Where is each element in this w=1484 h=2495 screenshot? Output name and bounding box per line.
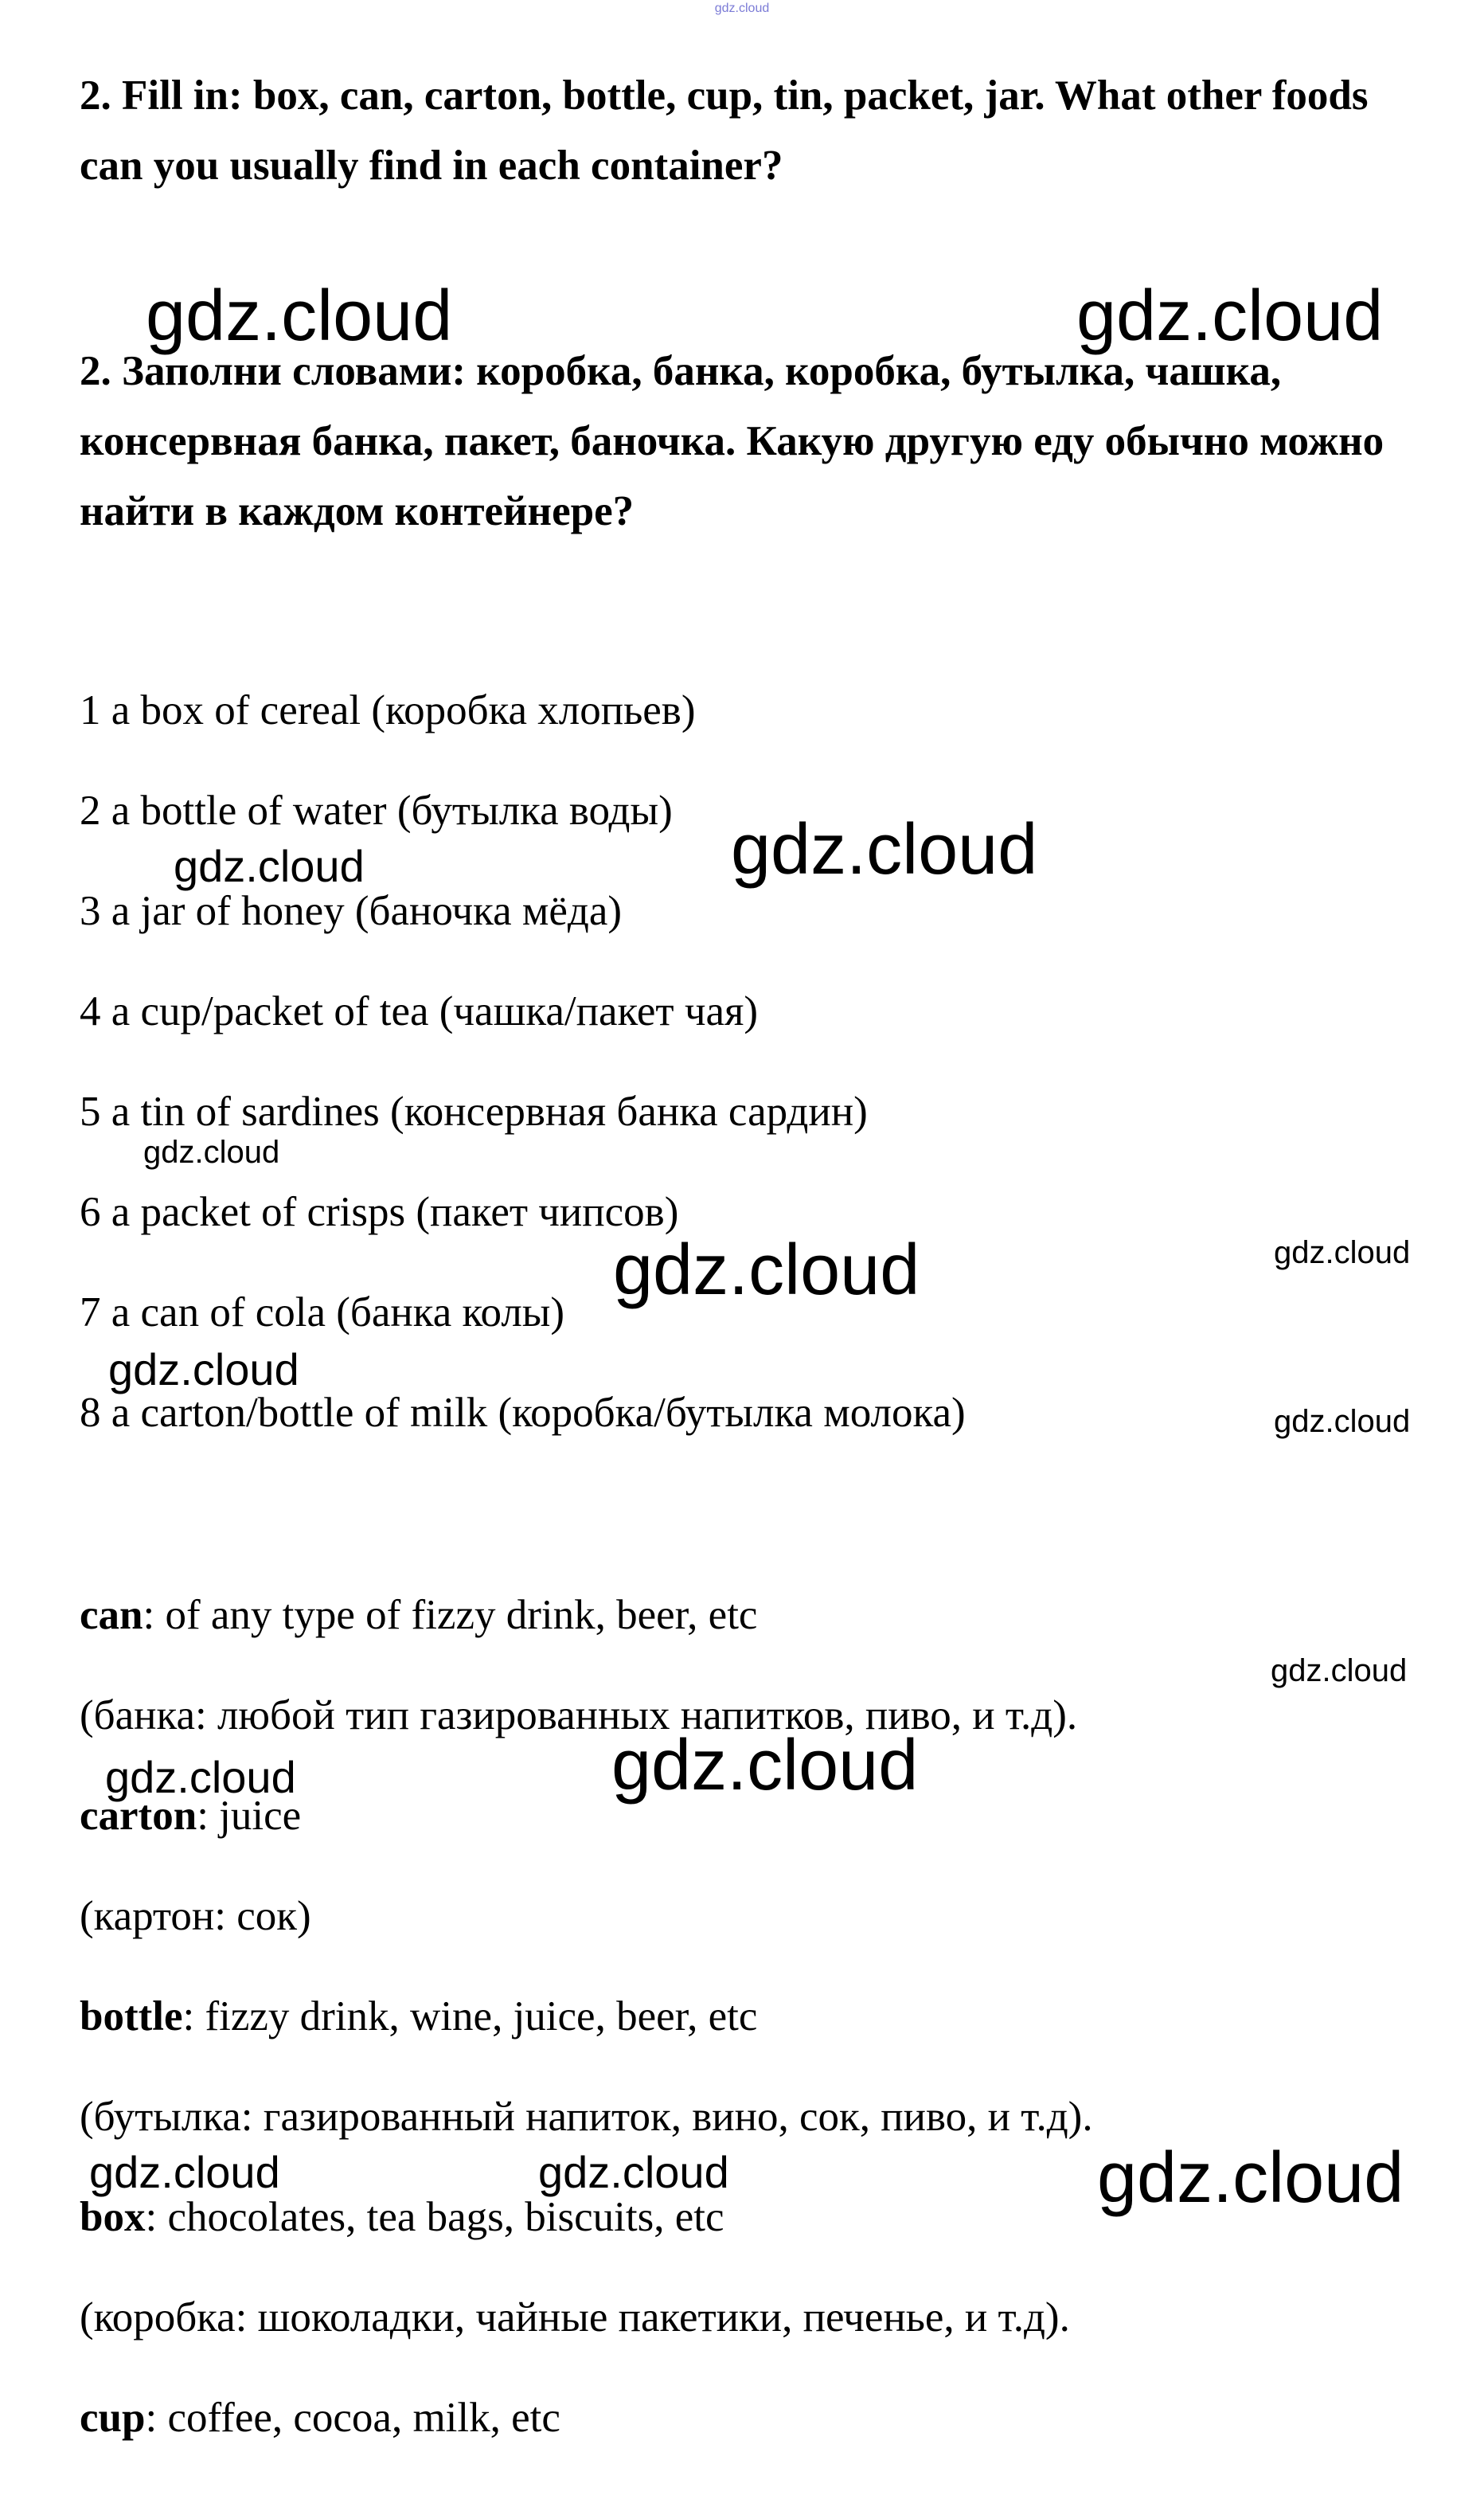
watermark: gdz.cloud [611, 1726, 919, 1805]
watermark: gdz.cloud [89, 2147, 280, 2197]
answer-item: 3 a jar of honey (баночка мёда) [80, 888, 623, 934]
container-foods: : juice [197, 1793, 302, 1839]
container-term: bottle [80, 1993, 183, 2039]
answer-item: 2 a bottle of water (бутылка воды) [80, 788, 673, 834]
answer-item: 7 a can of cola (банка колы) [80, 1289, 565, 1335]
answer-item: 1 a box of cereal (коробка хлопьев) [80, 687, 696, 733]
container-note-can [80, 1590, 1433, 1641]
answer-item: 5 a tin of sardines (консервная банка сардин) [80, 1089, 868, 1135]
answer-item: 8 a carton/bottle of milk (коробка/бутылка молока) [80, 1390, 966, 1436]
container-translation: (картон: сок) [80, 1893, 311, 1939]
header-watermark: gdz.cloud [714, 2, 770, 15]
watermark: gdz.cloud [146, 276, 453, 356]
container-translation: (банка: любой тип газированных напитков, пиво, и т.д). [80, 1692, 1078, 1738]
container-term: carton [80, 1793, 197, 1839]
container-note-bottle [80, 1991, 1433, 2042]
container-translation: (коробка: шоколадки, чайные пакетики, печенье, и т.д). [80, 2294, 1070, 2341]
container-foods: : coffee, cocoa, milk, etc [145, 2395, 560, 2441]
container-note-cup [80, 2392, 1433, 2443]
container-foods: : chocolates, tea bags, biscuits, etc [145, 2194, 724, 2240]
task-russian: 2. Заполни словами: коробка, банка, коробка, бутылка, чашка, консервная банка, пакет, баночка. Какую другую еду обычно можно найти в каждом контейнере? [80, 348, 1384, 534]
container-translation: (бутылка: газированный напиток, вино, сок, пиво, и т.д). [80, 2094, 1093, 2140]
container-foods: : of any type of fizzy drink, beer, etc [143, 1592, 758, 1638]
watermark: gdz.cloud [1274, 1404, 1411, 1439]
watermark: gdz.cloud [613, 1230, 920, 1310]
watermark: gdz.cloud [143, 1135, 280, 1170]
watermark: gdz.cloud [538, 2147, 729, 2197]
container-term: cup [80, 2395, 146, 2441]
watermark: gdz.cloud [1097, 2138, 1404, 2218]
answer-item: 6 a packet of crisps (пакет чипсов) [80, 1189, 679, 1235]
watermark: gdz.cloud [731, 810, 1038, 890]
watermark: gdz.cloud [1271, 1653, 1408, 1688]
watermark: gdz.cloud [105, 1752, 296, 1802]
container-term: can [80, 1592, 143, 1638]
watermark: gdz.cloud [1076, 276, 1384, 356]
container-term: box [80, 2194, 146, 2240]
watermark: gdz.cloud [1274, 1235, 1411, 1270]
watermark: gdz.cloud [108, 1344, 299, 1394]
watermark: gdz.cloud [174, 841, 365, 891]
answer-item: 4 a cup/packet of tea (чашка/пакет чая) [80, 988, 759, 1034]
container-foods: : fizzy drink, wine, juice, beer, etc [182, 1993, 758, 2039]
task-english: 2. Fill in: box, can, carton, bottle, cup, tin, packet, jar. What other foods can you usually find in each container? [80, 72, 1369, 189]
